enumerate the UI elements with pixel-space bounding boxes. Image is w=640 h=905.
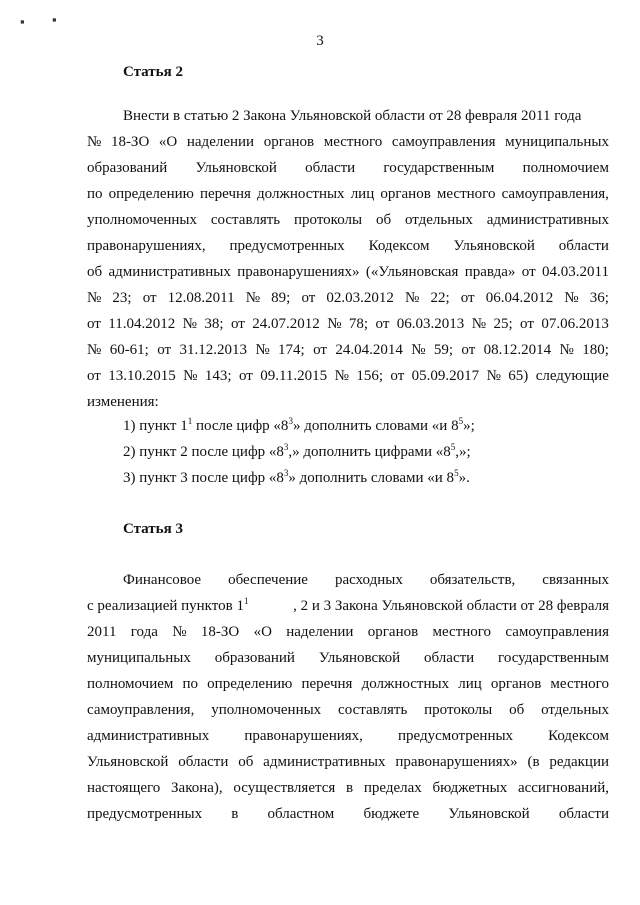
- word: («Ульяновская: [365, 264, 459, 280]
- word: области: [424, 650, 475, 666]
- word: пределах: [363, 780, 422, 796]
- word: 60-61;: [109, 342, 149, 358]
- paragraph-line: [87, 572, 609, 589]
- word: от: [313, 342, 327, 358]
- word: административных: [87, 728, 210, 744]
- paragraph-line: [87, 134, 609, 151]
- word: бюджетных: [432, 780, 508, 796]
- word: области: [558, 238, 609, 254]
- word: Ульяновской: [453, 238, 535, 254]
- page-number: 3: [316, 33, 324, 49]
- word: административных: [486, 212, 609, 228]
- word: органов: [490, 676, 542, 692]
- word: 38;: [204, 316, 224, 332]
- word: , 2 и 3 Закона Ульяновской области от 28 февраля: [293, 598, 609, 614]
- word: №: [87, 342, 102, 358]
- word: органов: [367, 624, 419, 640]
- word: от: [87, 368, 101, 384]
- word: правонарушениях»: [395, 754, 518, 770]
- word: 23;: [112, 290, 132, 306]
- word: 18-ЗО: [110, 134, 150, 150]
- word: 24.04.2014: [335, 342, 403, 358]
- word: в: [346, 780, 354, 796]
- paragraph-line: [87, 780, 609, 797]
- word: 02.03.2012: [326, 290, 394, 306]
- word: от: [238, 368, 253, 384]
- word: от: [301, 290, 316, 306]
- word: 07.06.2013: [541, 316, 609, 332]
- word: связанных: [542, 572, 609, 588]
- paragraph-line: [87, 108, 609, 125]
- word: самоуправления: [505, 624, 609, 640]
- word: муниципальных: [87, 650, 191, 666]
- word: местного: [432, 624, 492, 640]
- paragraph-line: [87, 290, 609, 307]
- word: от: [461, 342, 476, 358]
- word: настоящего: [87, 780, 161, 796]
- word: 180;: [582, 342, 609, 358]
- word: следующие: [535, 368, 609, 384]
- amendment-item: 1) пункт $1^1$ после цифр «$8^3$» дополнить словами «и $8^5$»;: [123, 416, 475, 434]
- word: от: [375, 316, 390, 332]
- word: должностных: [257, 186, 345, 202]
- word: местного: [550, 676, 609, 692]
- paragraph-line: [87, 212, 609, 229]
- word: редакции: [549, 754, 609, 770]
- word: полномочием: [522, 160, 609, 176]
- word: №: [255, 342, 270, 358]
- word: от: [87, 316, 101, 332]
- word: 13.10.2015: [108, 368, 176, 384]
- word: областном: [267, 806, 335, 822]
- word: по: [182, 676, 199, 692]
- word: 09.11.2015: [260, 368, 328, 384]
- word: органов: [263, 134, 315, 150]
- word: в: [231, 806, 239, 822]
- word: «О: [158, 134, 178, 150]
- word: от: [390, 368, 405, 384]
- word: предусмотренных: [87, 806, 203, 822]
- word: Ульяновской: [195, 160, 277, 176]
- word: от: [460, 290, 475, 306]
- word: 24.07.2012: [252, 316, 320, 332]
- paragraph-line: [87, 186, 609, 203]
- word: от: [230, 316, 245, 332]
- word: (в: [527, 754, 540, 770]
- word: 25;: [493, 316, 513, 332]
- word: предусмотренных: [229, 238, 345, 254]
- word: уполномоченных: [87, 212, 197, 228]
- word: самоуправления,: [501, 186, 609, 202]
- word: от: [520, 316, 534, 332]
- word: наделении: [286, 624, 354, 640]
- word: 78;: [348, 316, 369, 332]
- article-3-heading: Статья 3: [123, 521, 183, 537]
- word: ассигнований,: [517, 780, 609, 796]
- word: правонарушениях»: [237, 264, 360, 280]
- word: самоуправления: [391, 134, 496, 150]
- word: отдельных: [404, 212, 473, 228]
- word: лиц: [458, 676, 482, 692]
- paragraph-line: [87, 624, 609, 641]
- word: области: [305, 160, 356, 176]
- word: области: [178, 754, 229, 770]
- word: 156;: [356, 368, 383, 384]
- word: изменения:: [87, 394, 159, 410]
- paragraph-line: [87, 702, 609, 719]
- paragraph-line: [87, 754, 609, 771]
- word: 18-ЗО: [200, 624, 240, 640]
- paragraph-line: [87, 342, 609, 359]
- word: государственным: [498, 650, 609, 666]
- paragraph-line: [87, 806, 609, 823]
- word: №: [245, 290, 261, 306]
- word: 31.12.2013: [179, 342, 247, 358]
- paragraph-line: [87, 728, 609, 745]
- word: 11.04.2012: [108, 316, 176, 332]
- word: 05.09.2017: [411, 368, 480, 384]
- word: №: [471, 316, 487, 332]
- word: об: [509, 702, 525, 718]
- word: 12.08.2011: [167, 290, 235, 306]
- word: определению: [207, 676, 293, 692]
- paragraph-line: [87, 394, 609, 411]
- word: Ульяновской: [448, 806, 530, 822]
- word: составлять: [210, 212, 281, 228]
- word: административных: [108, 264, 231, 280]
- word: от: [521, 264, 536, 280]
- word: 22;: [430, 290, 450, 306]
- word: расходных: [334, 572, 403, 588]
- word: административных: [263, 754, 386, 770]
- word: образований: [214, 650, 295, 666]
- word: лиц: [350, 186, 375, 202]
- word: 2011: [87, 624, 117, 640]
- word: 143;: [204, 368, 232, 384]
- word: образований: [87, 160, 168, 176]
- word: №: [327, 316, 342, 332]
- word: обеспечение: [228, 572, 308, 588]
- word: полномочием: [87, 676, 174, 692]
- word: №: [87, 290, 102, 306]
- word: Закона),: [171, 780, 223, 796]
- paragraph-line: [87, 264, 609, 281]
- word: Кодексом: [548, 728, 609, 744]
- word: об: [375, 212, 392, 228]
- word: государственным: [383, 160, 495, 176]
- word: №: [87, 134, 102, 150]
- corner-mark: ▪: [20, 14, 25, 29]
- amendment-item: 2) пункт 2 после цифр «$8^3$,» дополнить цифрами «$8^5$,»;: [123, 442, 471, 460]
- word: №: [486, 368, 501, 384]
- word: 89;: [271, 290, 291, 306]
- word: местного: [436, 186, 496, 202]
- word: муниципальных: [505, 134, 609, 150]
- word: местного: [323, 134, 383, 150]
- word: составлять: [338, 702, 408, 718]
- word: области: [558, 806, 609, 822]
- word: должностных: [361, 676, 450, 692]
- word: правда»: [464, 264, 516, 280]
- word: уполномоченных: [211, 702, 322, 718]
- amendment-item: 3) пункт 3 после цифр «$8^3$» дополнить словами «и $8^5$».: [123, 468, 470, 486]
- word: правонарушениях,: [244, 728, 363, 744]
- word: определению: [108, 186, 194, 202]
- word: наделении: [186, 134, 255, 150]
- word: 06.03.2013: [396, 316, 465, 332]
- word: Ульяновской: [87, 754, 169, 770]
- word: «О: [253, 624, 272, 640]
- word: 08.12.2014: [483, 342, 552, 358]
- word: Финансовое: [123, 572, 202, 588]
- word: об: [238, 754, 254, 770]
- word: по: [87, 186, 103, 202]
- word: перечня: [199, 186, 251, 202]
- word: 36;: [589, 290, 609, 306]
- word: №: [559, 342, 574, 358]
- word: обязательств,: [429, 572, 516, 588]
- word: 65): [508, 368, 529, 384]
- paragraph-line: [87, 316, 609, 333]
- article-2-heading: Статья 2: [123, 64, 183, 80]
- word: 59;: [433, 342, 454, 358]
- word: №: [183, 368, 198, 384]
- word: с реализацией пунктов $1^1$: [87, 596, 249, 614]
- word: предусмотренных: [397, 728, 514, 744]
- word: осуществляется: [233, 780, 336, 796]
- word: от: [157, 342, 172, 358]
- word: 04.03.2011: [542, 264, 609, 280]
- paragraph-line: [87, 676, 609, 693]
- word: бюджете: [363, 806, 420, 822]
- paragraph-line: [87, 650, 609, 667]
- word: №: [182, 316, 197, 332]
- paragraph-line: [87, 598, 609, 615]
- word: 174;: [278, 342, 305, 358]
- word: №: [405, 290, 420, 306]
- word: отдельных: [541, 702, 609, 718]
- word: №: [564, 290, 579, 306]
- word: №: [411, 342, 426, 358]
- word: №: [334, 368, 349, 384]
- paragraph-line: [87, 368, 609, 385]
- word: перечня: [301, 676, 353, 692]
- corner-mark: ▪: [52, 12, 57, 27]
- word: протоколы: [293, 212, 363, 228]
- word: Ульяновской: [318, 650, 401, 666]
- word: самоуправления,: [87, 702, 195, 718]
- paragraph-line: [87, 238, 609, 255]
- word: года: [130, 624, 158, 640]
- word: Кодексом: [368, 238, 430, 254]
- word: от: [142, 290, 157, 306]
- word: об: [87, 264, 103, 280]
- word: Внести в статью 2 Закона Ульяновской области от 28 февраля 2011 года: [123, 108, 582, 124]
- paragraph-line: [87, 160, 609, 177]
- word: №: [172, 624, 187, 640]
- word: протоколы: [424, 702, 493, 718]
- word: органов: [380, 186, 431, 202]
- word: 06.04.2012: [485, 290, 554, 306]
- word: правонарушениях,: [87, 238, 206, 254]
